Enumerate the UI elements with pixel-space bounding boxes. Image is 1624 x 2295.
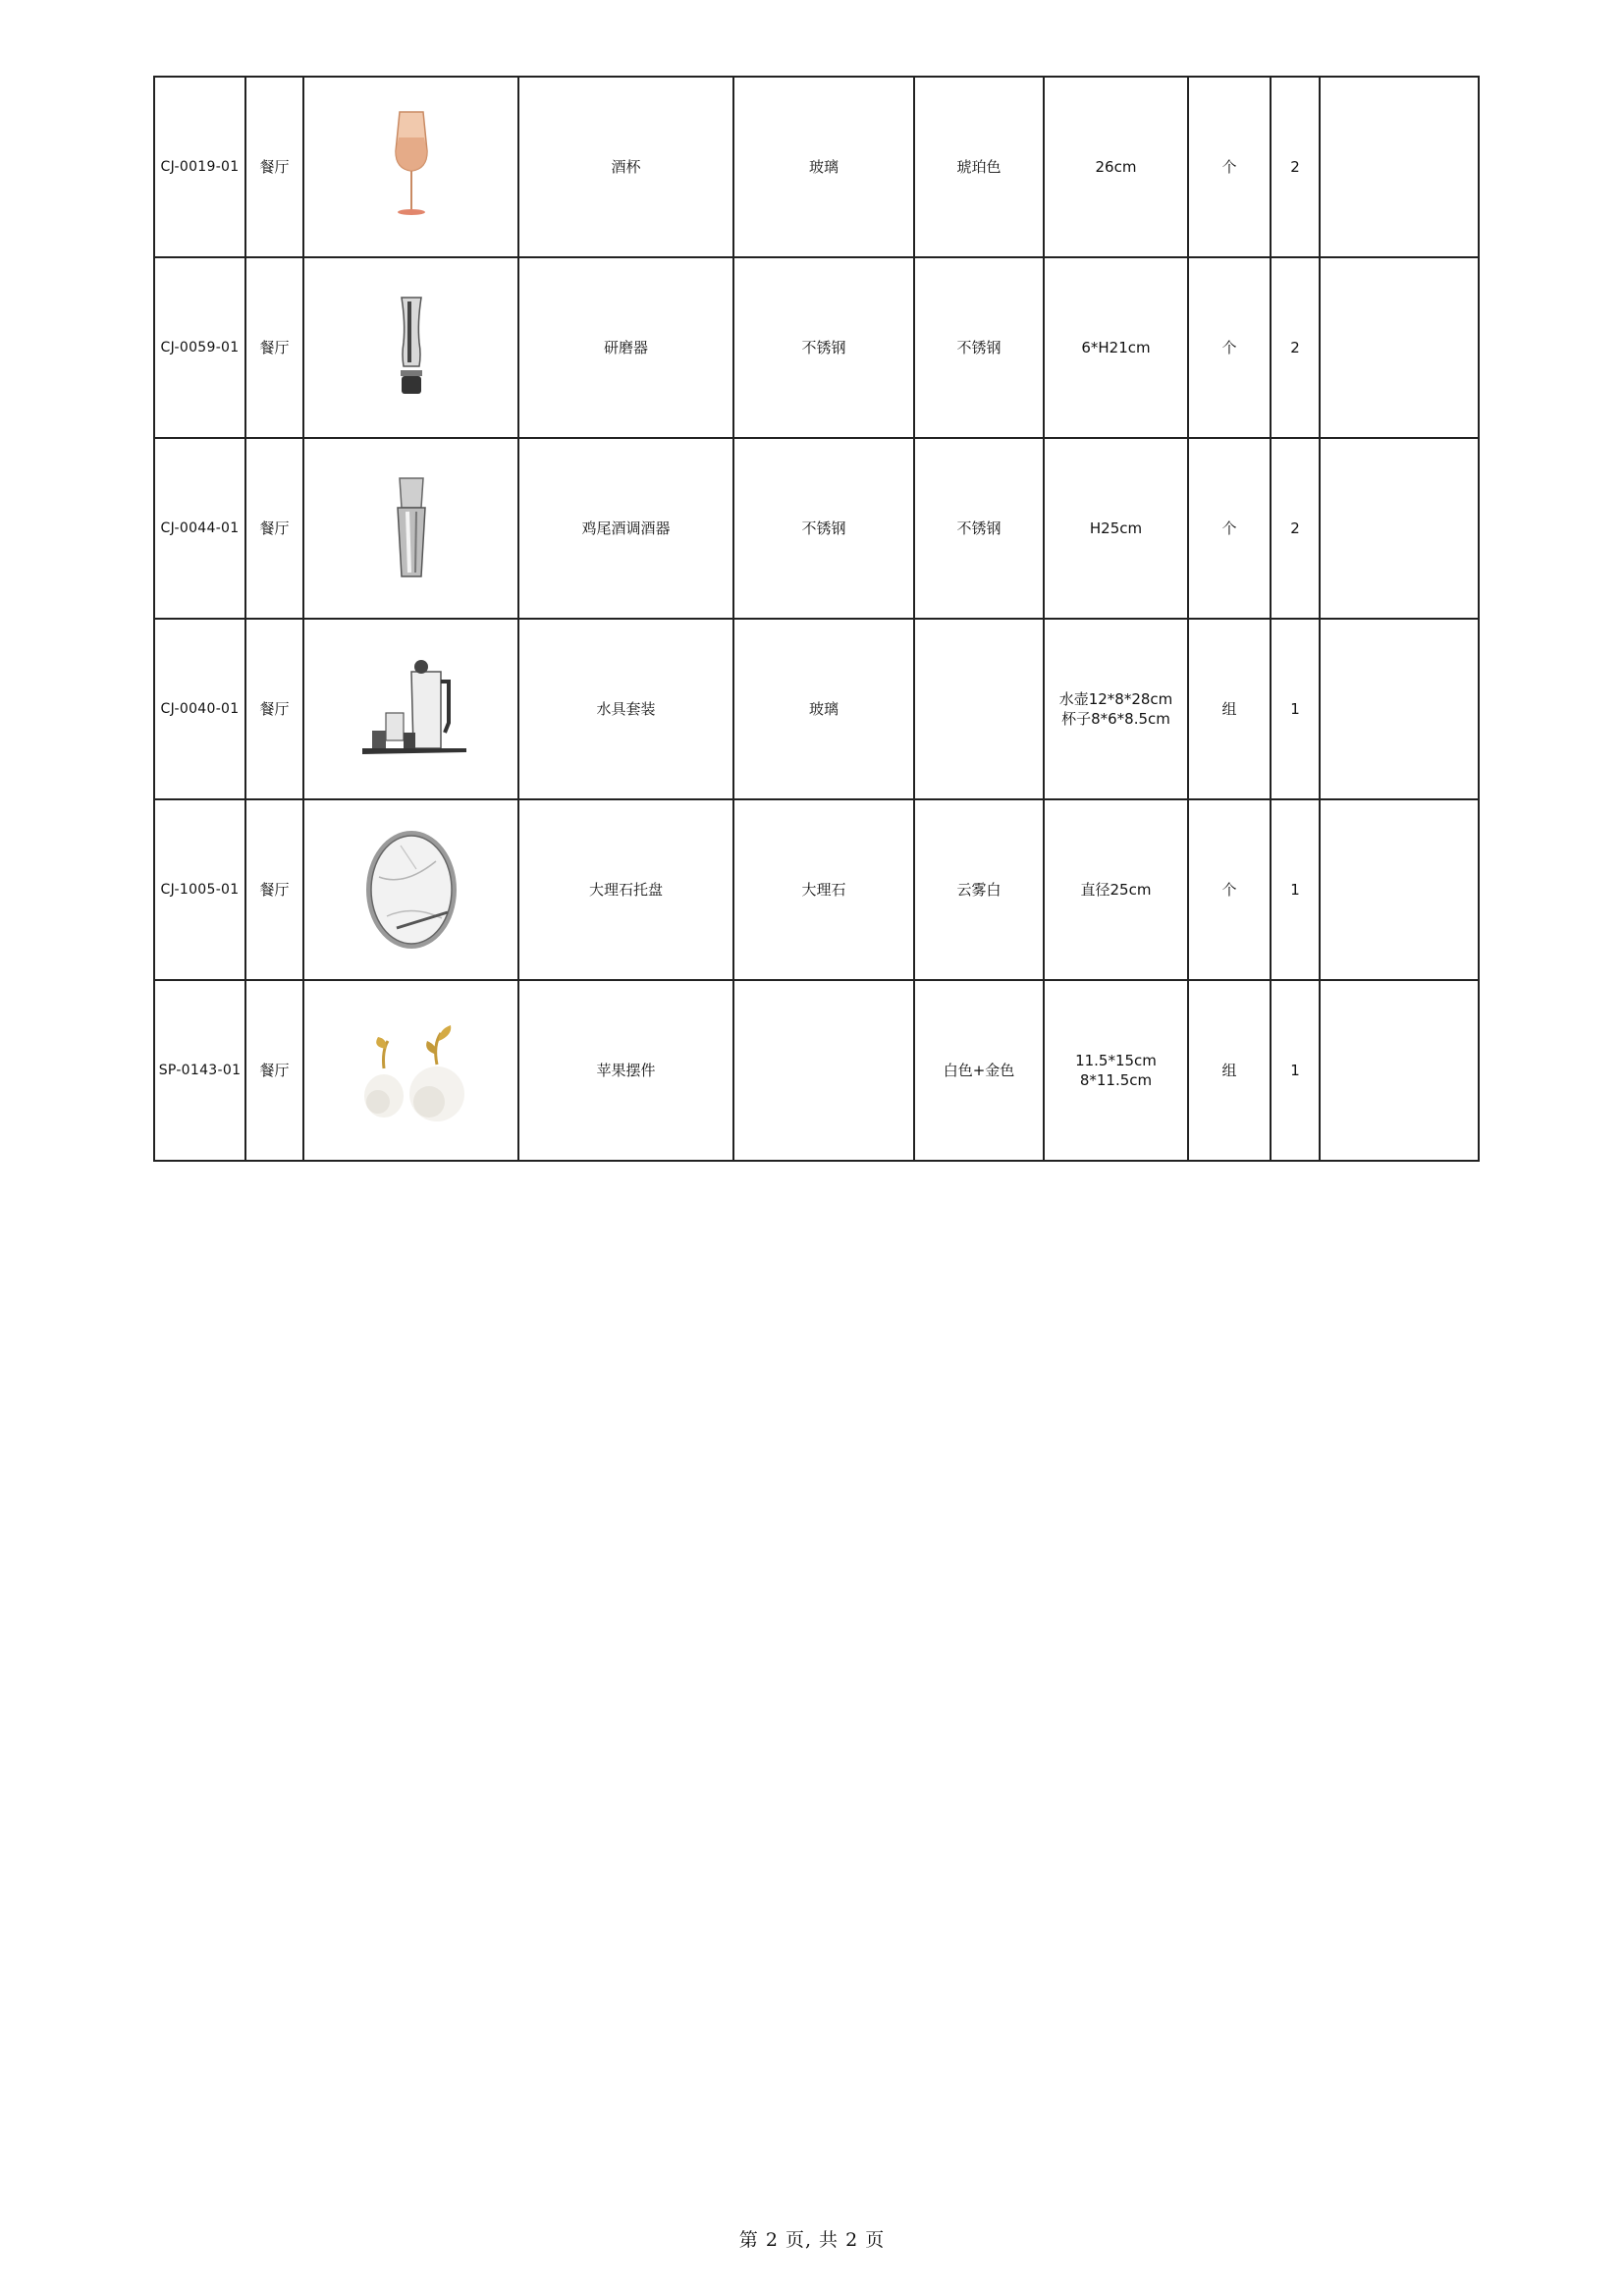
item-color: 琥珀色	[914, 77, 1044, 257]
item-remark	[1320, 980, 1479, 1161]
item-remark	[1320, 799, 1479, 980]
item-name: 酒杯	[518, 77, 733, 257]
table-row	[154, 77, 1479, 257]
item-remark	[1320, 77, 1479, 257]
item-code: CJ-0019-01	[154, 77, 245, 257]
table-row	[154, 980, 1479, 1161]
item-qty: 2	[1271, 257, 1320, 438]
table-row	[154, 619, 1479, 799]
item-unit: 个	[1188, 257, 1271, 438]
item-image	[303, 619, 518, 799]
item-image	[303, 799, 518, 980]
item-unit: 个	[1188, 799, 1271, 980]
wine-glass-icon	[372, 108, 451, 226]
item-remark	[1320, 438, 1479, 619]
item-code: CJ-0044-01	[154, 438, 245, 619]
item-qty: 1	[1271, 980, 1320, 1161]
item-code: CJ-1005-01	[154, 799, 245, 980]
item-material: 大理石	[733, 799, 914, 980]
item-qty: 1	[1271, 619, 1320, 799]
item-size: 6*H21cm	[1044, 257, 1188, 438]
item-material: 玻璃	[733, 619, 914, 799]
page-number: 第 2 页, 共 2 页	[738, 2229, 886, 2251]
item-size: 11.5*15cm 8*11.5cm	[1044, 980, 1188, 1161]
item-name: 鸡尾酒调酒器	[518, 438, 733, 619]
item-area: 餐厅	[245, 438, 303, 619]
item-unit: 个	[1188, 438, 1271, 619]
item-qty: 1	[1271, 799, 1320, 980]
item-remark	[1320, 619, 1479, 799]
item-area: 餐厅	[245, 77, 303, 257]
item-color	[914, 619, 1044, 799]
item-name: 大理石托盘	[518, 799, 733, 980]
item-area: 餐厅	[245, 619, 303, 799]
item-image	[303, 257, 518, 438]
item-color: 不锈钢	[914, 438, 1044, 619]
item-code: CJ-0059-01	[154, 257, 245, 438]
item-qty: 2	[1271, 438, 1320, 619]
item-image	[303, 77, 518, 257]
item-name: 研磨器	[518, 257, 733, 438]
table-row	[154, 799, 1479, 980]
marble-tray-icon	[357, 826, 465, 954]
item-material	[733, 980, 914, 1161]
item-material: 不锈钢	[733, 438, 914, 619]
item-area: 餐厅	[245, 799, 303, 980]
item-area: 餐厅	[245, 980, 303, 1161]
item-qty: 2	[1271, 77, 1320, 257]
item-size: H25cm	[1044, 438, 1188, 619]
item-unit: 组	[1188, 980, 1271, 1161]
item-material: 玻璃	[733, 77, 914, 257]
item-image	[303, 438, 518, 619]
item-remark	[1320, 257, 1479, 438]
water-set-icon	[352, 650, 470, 768]
item-name: 水具套装	[518, 619, 733, 799]
item-color: 白色+金色	[914, 980, 1044, 1161]
item-material: 不锈钢	[733, 257, 914, 438]
item-unit: 组	[1188, 619, 1271, 799]
item-size: 直径25cm	[1044, 799, 1188, 980]
item-area: 餐厅	[245, 257, 303, 438]
pepper-grinder-icon	[382, 294, 441, 402]
product-table	[153, 76, 1480, 1162]
item-size: 26cm	[1044, 77, 1188, 257]
table-row	[154, 438, 1479, 619]
item-image	[303, 980, 518, 1161]
item-name: 苹果摆件	[518, 980, 733, 1161]
item-size: 水壶12*8*28cm 杯子8*6*8.5cm	[1044, 619, 1188, 799]
table-row	[154, 257, 1479, 438]
item-code: CJ-0040-01	[154, 619, 245, 799]
item-color: 不锈钢	[914, 257, 1044, 438]
cocktail-shaker-icon	[382, 474, 441, 582]
item-unit: 个	[1188, 77, 1271, 257]
item-color: 云雾白	[914, 799, 1044, 980]
apple-ornament-icon	[343, 1011, 480, 1129]
item-code: SP-0143-01	[154, 980, 245, 1161]
